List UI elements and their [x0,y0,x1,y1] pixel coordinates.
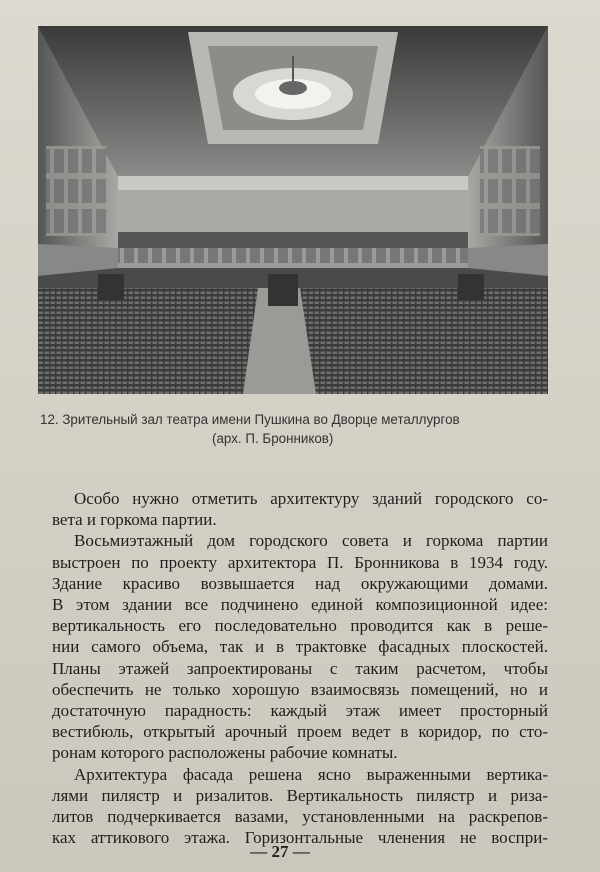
text-line: вета и горкома партии. [52,510,217,530]
theatre-hall-photo-icon [38,26,548,394]
page-number: — 27 — [250,842,310,861]
text-line: обеспечить не только хорошую взаимосвязь помещений, но и [52,679,548,699]
text-line: ронам которого расположены рабочие комнаты. [52,743,398,763]
text-line: Архитектура фасада решена ясно выраженными вертика- [74,764,548,784]
caption-line-2: (арх. П. Бронников) [212,431,334,446]
theatre-hall-photo [38,26,548,394]
text-line: Восьмиэтажный дом городского совета и горкома партии [74,531,548,551]
text-line: В этом здании все подчинено единой композиционной идее: [52,595,548,615]
text-line: Особо нужно отметить архитектуру зданий городского со- [74,489,548,508]
text-line: нии самого объема, так и в трактовке фасадных плоскостей. [52,637,548,657]
text-line: Планы этажей запроектированы с таким расчетом, чтобы [52,658,548,678]
text-line: лями пилястр и ризалитов. Вертикальность пилястр и риза- [52,785,548,805]
text-line: ках аттикового этажа. Горизонтальные членения не воспри- [52,828,548,848]
text-line: выстроен по проекту архитектора П. Бронникова в 1934 году. [52,552,548,572]
text-line: вестибюль, открытый арочный проем ведет в коридор, по сто- [52,722,548,742]
text-line: вертикальность его последовательно проводится как в реше- [52,616,548,636]
text-line: достаточную парадность: каждый этаж имеет просторный [52,701,548,721]
figure-caption [40,410,560,448]
body-text [52,488,548,848]
caption-line-1: 12. Зрительный зал театра имени Пушкина во Дворце металлургов [40,412,460,427]
text-line: Здание красиво возвышается над окружающими домами. [52,573,548,593]
text-line: литов подчеркивается вазами, установленными на раскрепов- [52,807,548,827]
